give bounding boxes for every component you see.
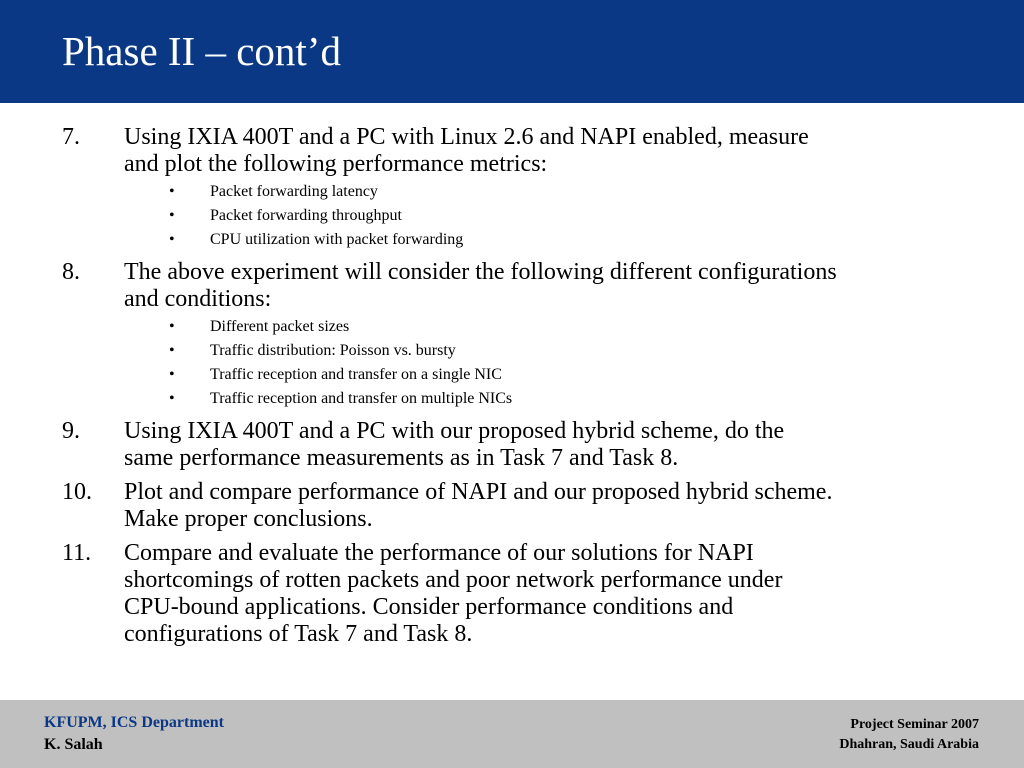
footer-location: Dhahran, Saudi Arabia: [839, 737, 979, 752]
sub-bullet-text: Traffic reception and transfer on multiple NICs: [210, 390, 513, 407]
sub-bullet-item: [0, 339, 1024, 363]
item-text-line: The above experiment will consider the following different configurations: [124, 259, 837, 285]
item-number: 11.: [62, 540, 92, 566]
sub-bullet-item: [0, 204, 1024, 228]
sub-bullet-item: [0, 387, 1024, 411]
sub-bullet-item: [0, 315, 1024, 339]
title-bar: [0, 0, 1024, 103]
sub-bullet-text: Packet forwarding throughput: [210, 207, 402, 224]
sub-bullet-text: Different packet sizes: [210, 318, 350, 335]
sub-bullet-text: Packet forwarding latency: [210, 183, 378, 200]
footer-department: KFUPM, ICS Department: [44, 714, 224, 731]
item-text-line: and conditions:: [124, 286, 272, 312]
bullet-icon: •: [169, 390, 175, 407]
item-text-line: Make proper conclusions.: [124, 506, 373, 532]
sub-bullet-item: [0, 180, 1024, 204]
item-text: [124, 259, 984, 313]
sub-bullet-text: Traffic distribution: Poisson vs. bursty: [210, 342, 456, 359]
item-number: 10.: [62, 479, 92, 505]
numbered-item: [0, 418, 1024, 472]
footer-author: K. Salah: [44, 736, 103, 753]
numbered-item: [0, 540, 1024, 648]
footer-event: Project Seminar 2007: [850, 717, 979, 732]
item-number: 7.: [62, 124, 80, 150]
footer-left: [44, 712, 224, 756]
item-text-line: configurations of Task 7 and Task 8.: [124, 621, 473, 647]
footer: [0, 700, 1024, 768]
item-number: 9.: [62, 418, 80, 444]
sub-bullet-list: [0, 315, 1024, 411]
footer-right: [839, 715, 979, 755]
bullet-icon: •: [169, 231, 175, 248]
sub-bullet-item: [0, 363, 1024, 387]
bullet-icon: •: [169, 318, 175, 335]
item-text-line: Using IXIA 400T and a PC with our proposed hybrid scheme, do the: [124, 418, 785, 444]
slide-title: Phase II – cont’d: [62, 28, 341, 74]
bullet-icon: •: [169, 342, 175, 359]
numbered-item: [0, 479, 1024, 533]
item-number: 8.: [62, 259, 80, 285]
sub-bullet-list: [0, 180, 1024, 252]
sub-bullet-text: CPU utilization with packet forwarding: [210, 231, 464, 248]
bullet-icon: •: [169, 207, 175, 224]
item-text-line: Plot and compare performance of NAPI and our proposed hybrid scheme.: [124, 479, 833, 505]
slide-content: [0, 124, 1024, 655]
item-text: [124, 479, 984, 533]
bullet-icon: •: [169, 366, 175, 383]
item-text-line: and plot the following performance metrics:: [124, 151, 548, 177]
sub-bullet-text: Traffic reception and transfer on a single NIC: [210, 366, 502, 383]
item-text: [124, 124, 984, 178]
item-text-line: same performance measurements as in Task 7 and Task 8.: [124, 445, 679, 471]
item-text: [124, 418, 984, 472]
item-text-line: Compare and evaluate the performance of our solutions for NAPI: [124, 540, 754, 566]
sub-bullet-item: [0, 228, 1024, 252]
item-text-line: CPU-bound applications. Consider performance conditions and: [124, 594, 734, 620]
numbered-item: [0, 259, 1024, 411]
item-text: [124, 540, 984, 648]
numbered-item: [0, 124, 1024, 252]
item-text-line: Using IXIA 400T and a PC with Linux 2.6 and NAPI enabled, measure: [124, 124, 809, 150]
bullet-icon: •: [169, 183, 175, 200]
item-text-line: shortcomings of rotten packets and poor network performance under: [124, 567, 783, 593]
